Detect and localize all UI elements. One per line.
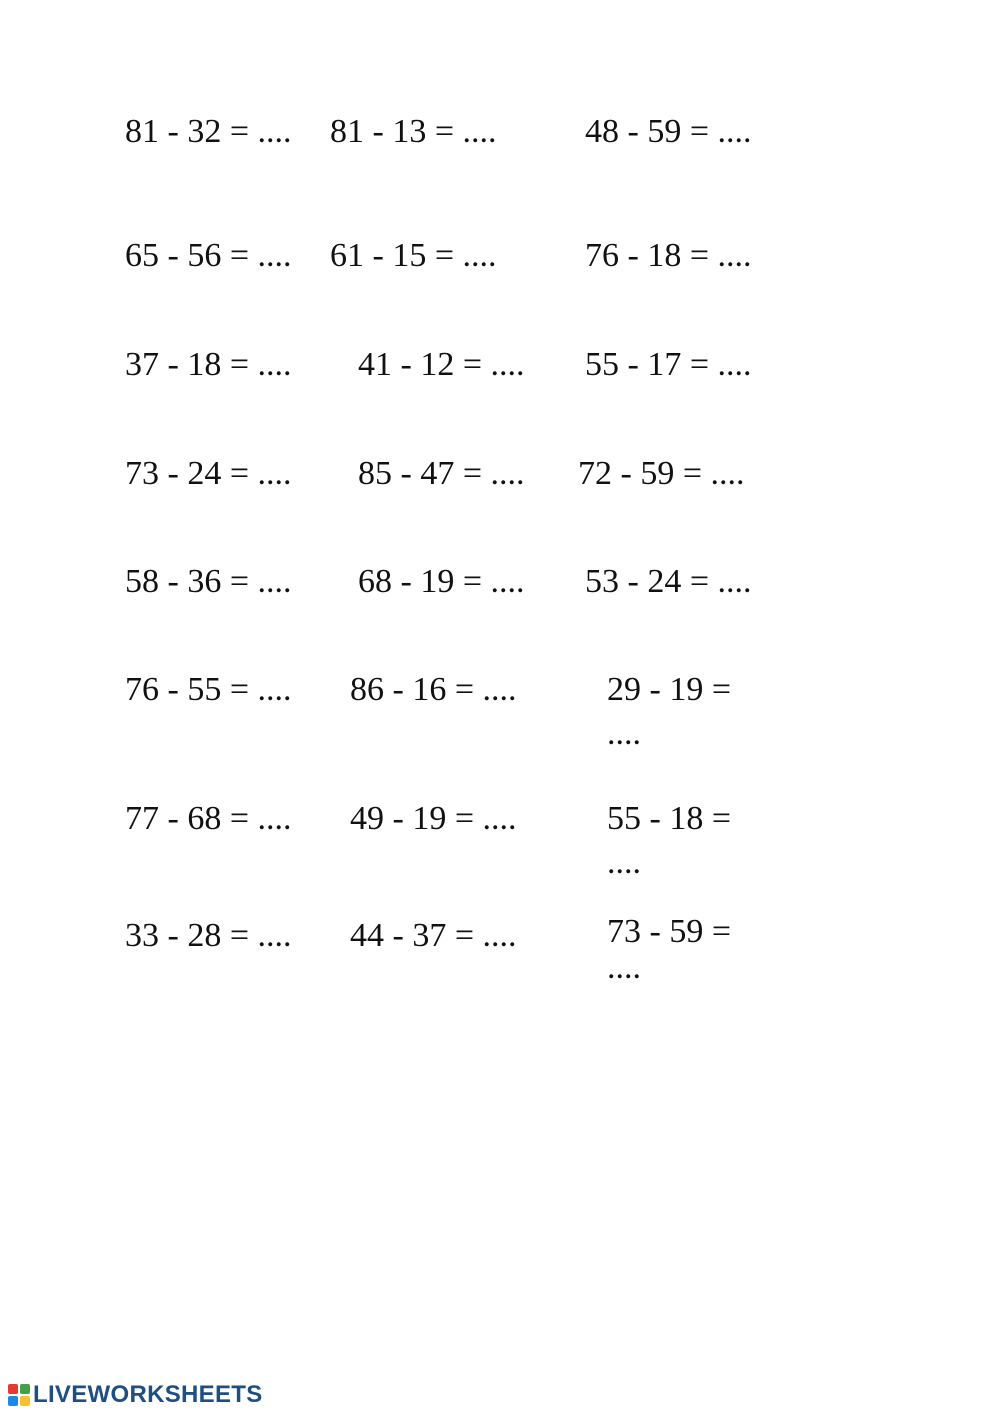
problem-r1-c2: 81 - 13 = .... [330,113,497,150]
problem-r8-c2: 44 - 37 = .... [350,917,517,954]
logo-square-green [20,1384,30,1394]
liveworksheets-logo-icon [8,1384,30,1406]
problem-r3-c2: 41 - 12 = .... [358,346,525,383]
problem-r7-c1: 77 - 68 = .... [125,800,292,837]
problem-r2-c3: 76 - 18 = .... [585,237,752,274]
problem-r4-c1: 73 - 24 = .... [125,455,292,492]
logo-text: LIVEWORKSHEETS [33,1381,263,1408]
problem-r5-c2: 68 - 19 = .... [358,563,525,600]
problem-r1-c3: 48 - 59 = .... [585,113,752,150]
problem-r8-c1: 33 - 28 = .... [125,917,292,954]
problem-r4-c3: 72 - 59 = .... [578,455,745,492]
problem-r7-c3: 55 - 18 = .... [607,800,731,881]
problem-r1-c1: 81 - 32 = .... [125,113,292,150]
problem-r8-c3: 73 - 59 = .... [607,913,731,986]
problem-r4-c2: 85 - 47 = .... [358,455,525,492]
problem-r3-c3: 55 - 17 = .... [585,346,752,383]
problem-r6-c1: 76 - 55 = .... [125,671,292,708]
logo-square-red [8,1384,18,1394]
problem-r5-c1: 58 - 36 = .... [125,563,292,600]
logo-square-blue [8,1396,18,1406]
problem-r3-c1: 37 - 18 = .... [125,346,292,383]
problem-r5-c3: 53 - 24 = .... [585,563,752,600]
problem-r7-c2: 49 - 19 = .... [350,800,517,837]
problem-r6-c3: 29 - 19 = .... [607,671,731,752]
liveworksheets-logo [8,1380,263,1410]
problem-r2-c2: 61 - 15 = .... [330,237,497,274]
problem-r6-c2: 86 - 16 = .... [350,671,517,708]
logo-square-yellow [20,1396,30,1406]
problem-r2-c1: 65 - 56 = .... [125,237,292,274]
